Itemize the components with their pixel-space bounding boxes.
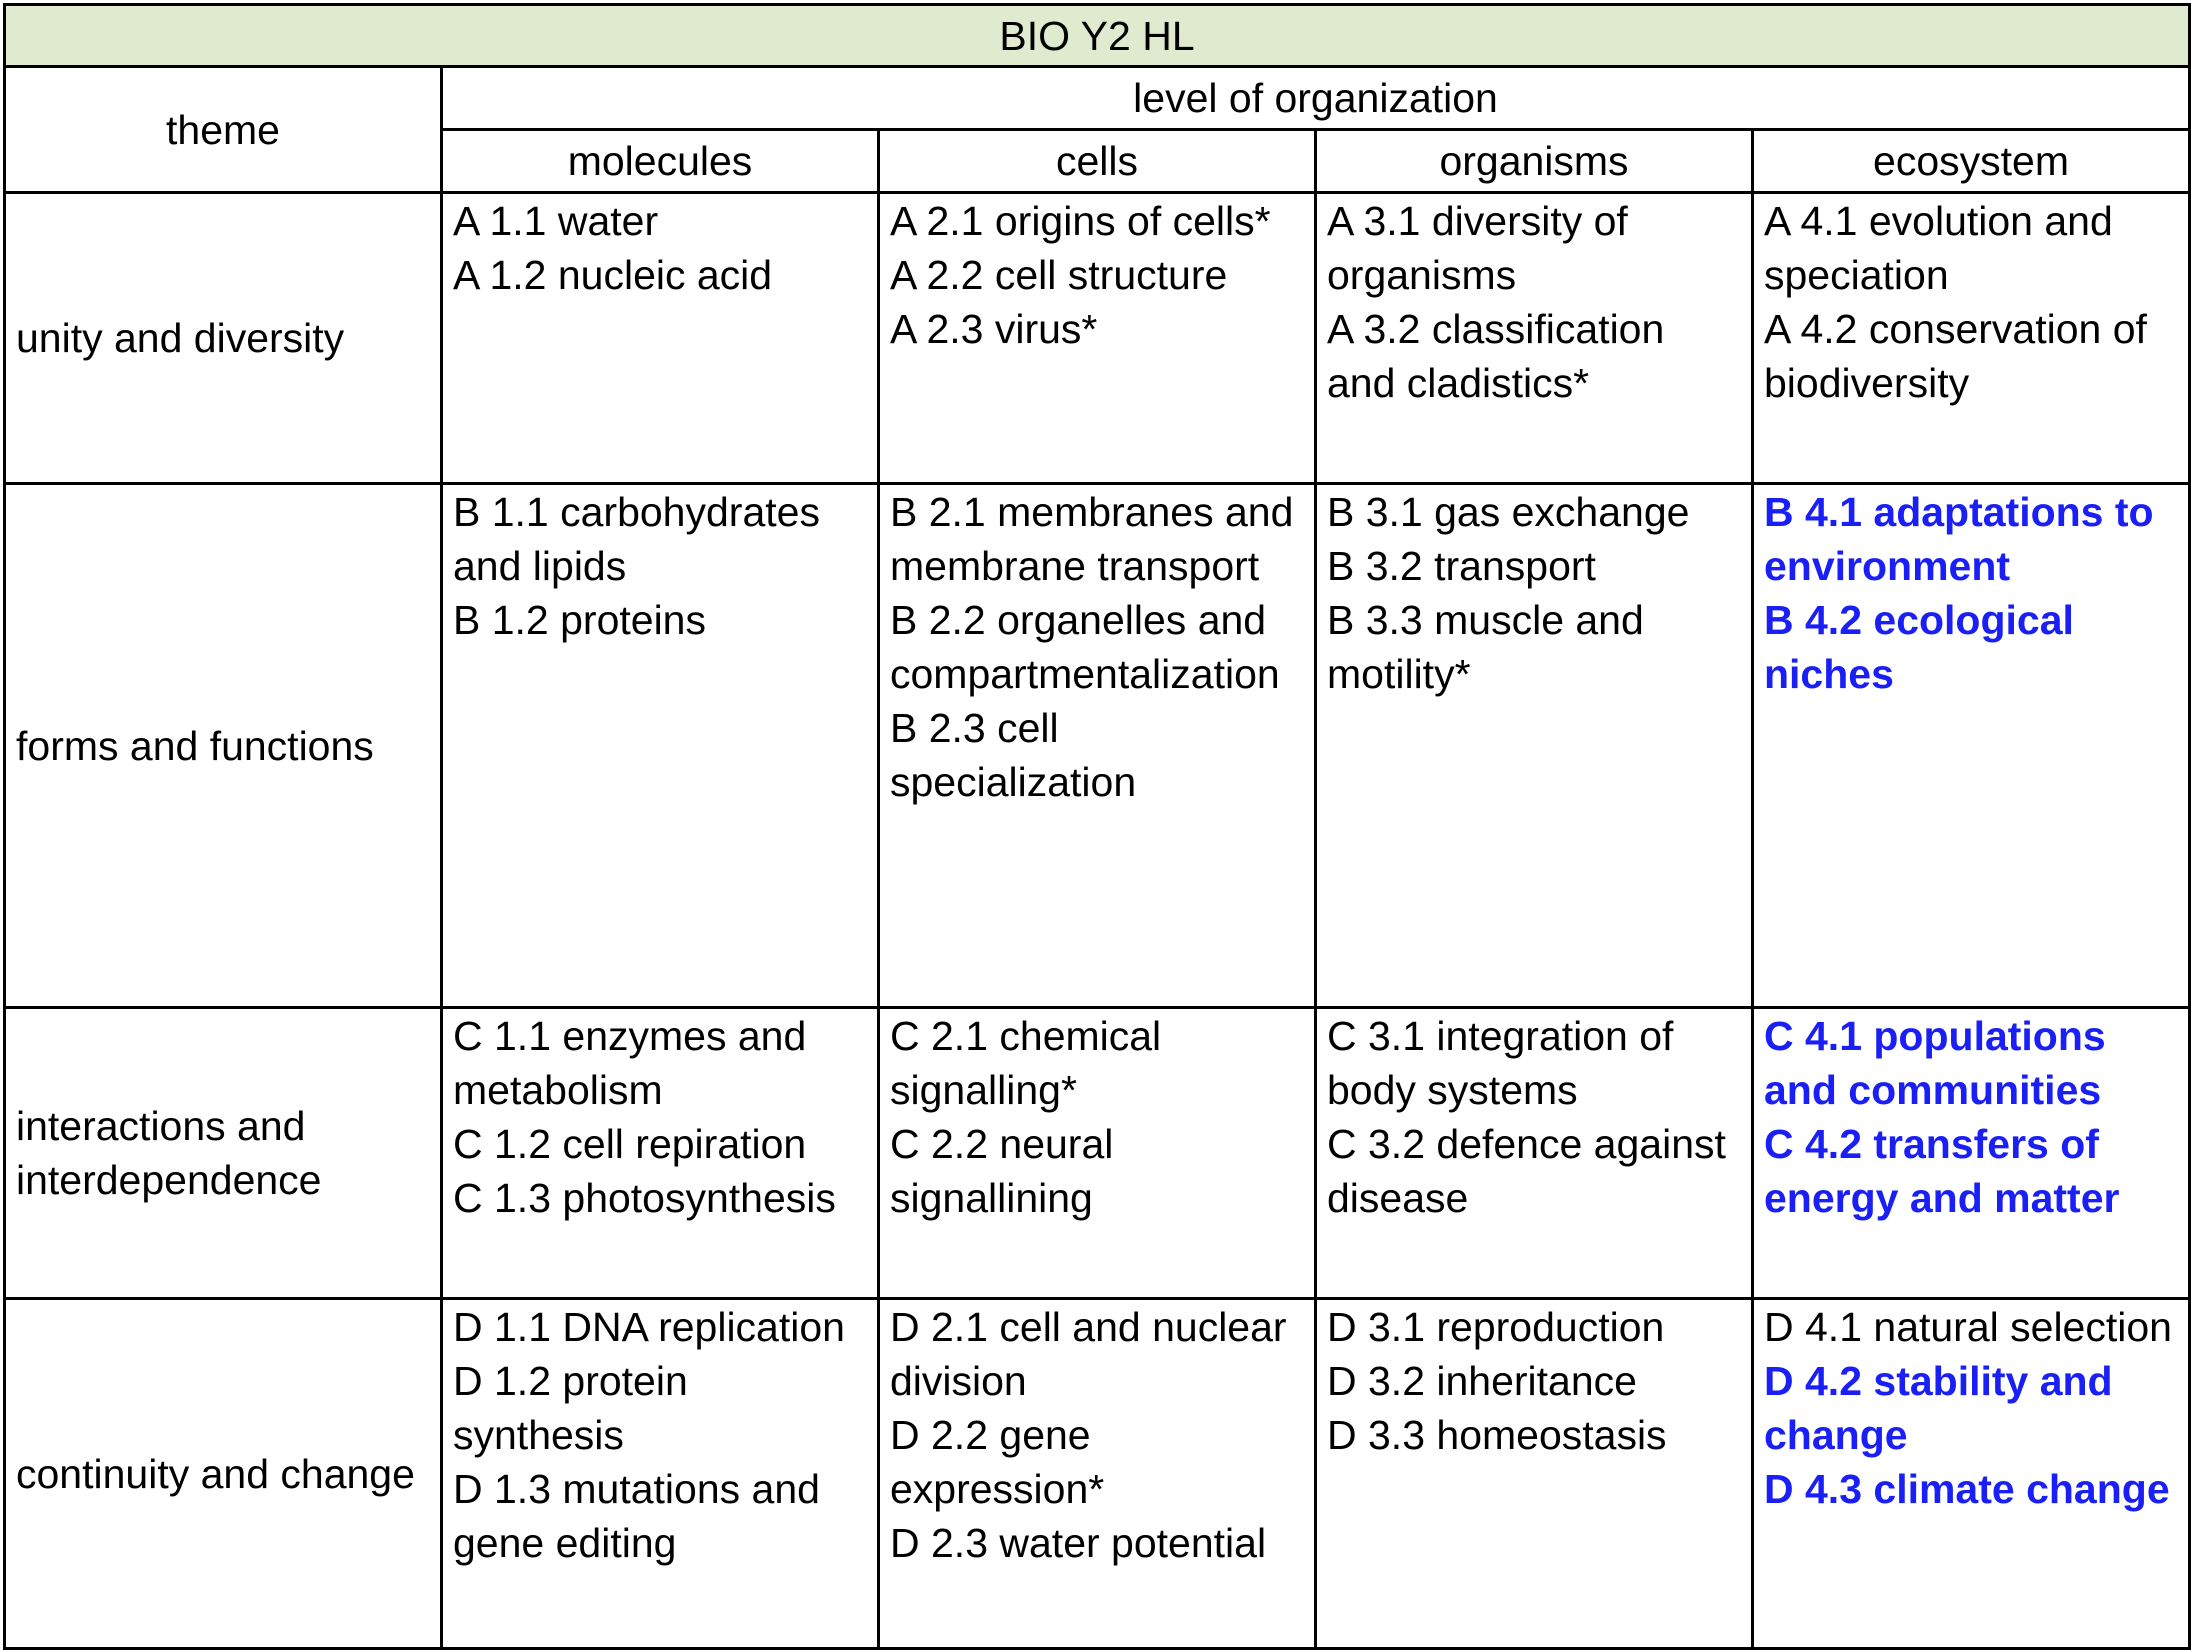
topic-entry-highlighted: D 4.3 climate change (1764, 1466, 2170, 1512)
topic-entry: A 2.3 virus* (890, 306, 1098, 352)
header-row-1 (5, 67, 2190, 130)
table-row (5, 1008, 2190, 1299)
curriculum-table (3, 3, 2191, 1650)
topic-entry: D 2.1 cell and nuclear division (890, 1304, 1287, 1404)
topic-entry: B 3.1 gas exchange (1327, 489, 1690, 535)
theme-cell: unity and diversity (5, 193, 442, 484)
topic-entry: B 1.2 proteins (453, 597, 706, 643)
cell-molecules (442, 484, 879, 1008)
topic-entry: A 3.1 diversity of organisms (1327, 198, 1628, 298)
column-header-organisms: organisms (1316, 130, 1753, 193)
topic-entry: B 3.3 muscle and motility* (1327, 597, 1644, 697)
table-row (5, 484, 2190, 1008)
topic-entry: A 4.2 conservation of biodiversity (1764, 306, 2147, 406)
topic-entry: C 1.3 photosynthesis (453, 1175, 836, 1221)
cell-organisms (1316, 484, 1753, 1008)
cell-cells (879, 1299, 1316, 1649)
topic-entry: B 2.2 organelles and compartmentalization (890, 597, 1280, 697)
topic-entry: D 1.1 DNA replication (453, 1304, 845, 1350)
theme-cell: continuity and change (5, 1299, 442, 1649)
cell-molecules (442, 1299, 879, 1649)
cell-ecosystem (1753, 1008, 2190, 1299)
cell-cells (879, 484, 1316, 1008)
table-row (5, 1299, 2190, 1649)
topic-entry-highlighted: C 4.1 populations and communities (1764, 1013, 2106, 1113)
topic-entry: D 4.1 natural selection (1764, 1304, 2172, 1350)
topic-entry: D 2.2 gene expression* (890, 1412, 1105, 1512)
table-row (5, 193, 2190, 484)
topic-entry: D 3.1 reproduction (1327, 1304, 1665, 1350)
topic-entry-highlighted: C 4.2 transfers of energy and matter (1764, 1121, 2120, 1221)
topic-entry: D 3.3 homeostasis (1327, 1412, 1667, 1458)
cell-organisms (1316, 193, 1753, 484)
topic-entry: D 3.2 inheritance (1327, 1358, 1637, 1404)
topic-entry: B 3.2 transport (1327, 543, 1596, 589)
topic-entry: D 2.3 water potential (890, 1520, 1267, 1566)
table-title: BIO Y2 HL (5, 5, 2190, 67)
topic-entry: B 2.3 cell specialization (890, 705, 1137, 805)
topic-entry: C 2.2 neural signallining (890, 1121, 1114, 1221)
theme-header: theme (5, 67, 442, 193)
column-header-molecules: molecules (442, 130, 879, 193)
topic-entry: A 2.2 cell structure (890, 252, 1228, 298)
title-row (5, 5, 2190, 67)
topic-entry: C 1.1 enzymes and metabolism (453, 1013, 807, 1113)
topic-entry: C 2.1 chemical signalling* (890, 1013, 1162, 1113)
topic-entry-highlighted: B 4.2 ecological niches (1764, 597, 2074, 697)
topic-entry: B 1.1 carbohydrates and lipids (453, 489, 820, 589)
topic-entry: C 1.2 cell repiration (453, 1121, 807, 1167)
cell-molecules (442, 1008, 879, 1299)
curriculum-table-container (3, 3, 2188, 1647)
topic-entry-highlighted: B 4.1 adaptations to environment (1764, 489, 2154, 589)
cell-ecosystem (1753, 1299, 2190, 1649)
column-header-ecosystem: ecosystem (1753, 130, 2190, 193)
topic-entry: A 1.2 nucleic acid (453, 252, 773, 298)
cell-cells (879, 193, 1316, 484)
topic-entry: D 1.3 mutations and gene editing (453, 1466, 820, 1566)
topic-entry: B 2.1 membranes and membrane transport (890, 489, 1294, 589)
topic-entry: C 3.2 defence against disease (1327, 1121, 1726, 1221)
topic-entry: D 1.2 protein synthesis (453, 1358, 688, 1458)
cell-ecosystem (1753, 484, 2190, 1008)
topic-entry: A 2.1 origins of cells* (890, 198, 1271, 244)
cell-organisms (1316, 1299, 1753, 1649)
column-header-cells: cells (879, 130, 1316, 193)
cell-organisms (1316, 1008, 1753, 1299)
cell-ecosystem (1753, 193, 2190, 484)
topic-entry: A 3.2 classification and cladistics* (1327, 306, 1665, 406)
topic-entry: A 1.1 water (453, 198, 659, 244)
level-of-organization-header: level of organization (442, 67, 2190, 130)
cell-cells (879, 1008, 1316, 1299)
theme-cell: forms and functions (5, 484, 442, 1008)
topic-entry: A 4.1 evolution and speciation (1764, 198, 2113, 298)
theme-cell: interactions and interdependence (5, 1008, 442, 1299)
cell-molecules (442, 193, 879, 484)
topic-entry: C 3.1 integration of body systems (1327, 1013, 1674, 1113)
topic-entry-highlighted: D 4.2 stability and change (1764, 1358, 2113, 1458)
